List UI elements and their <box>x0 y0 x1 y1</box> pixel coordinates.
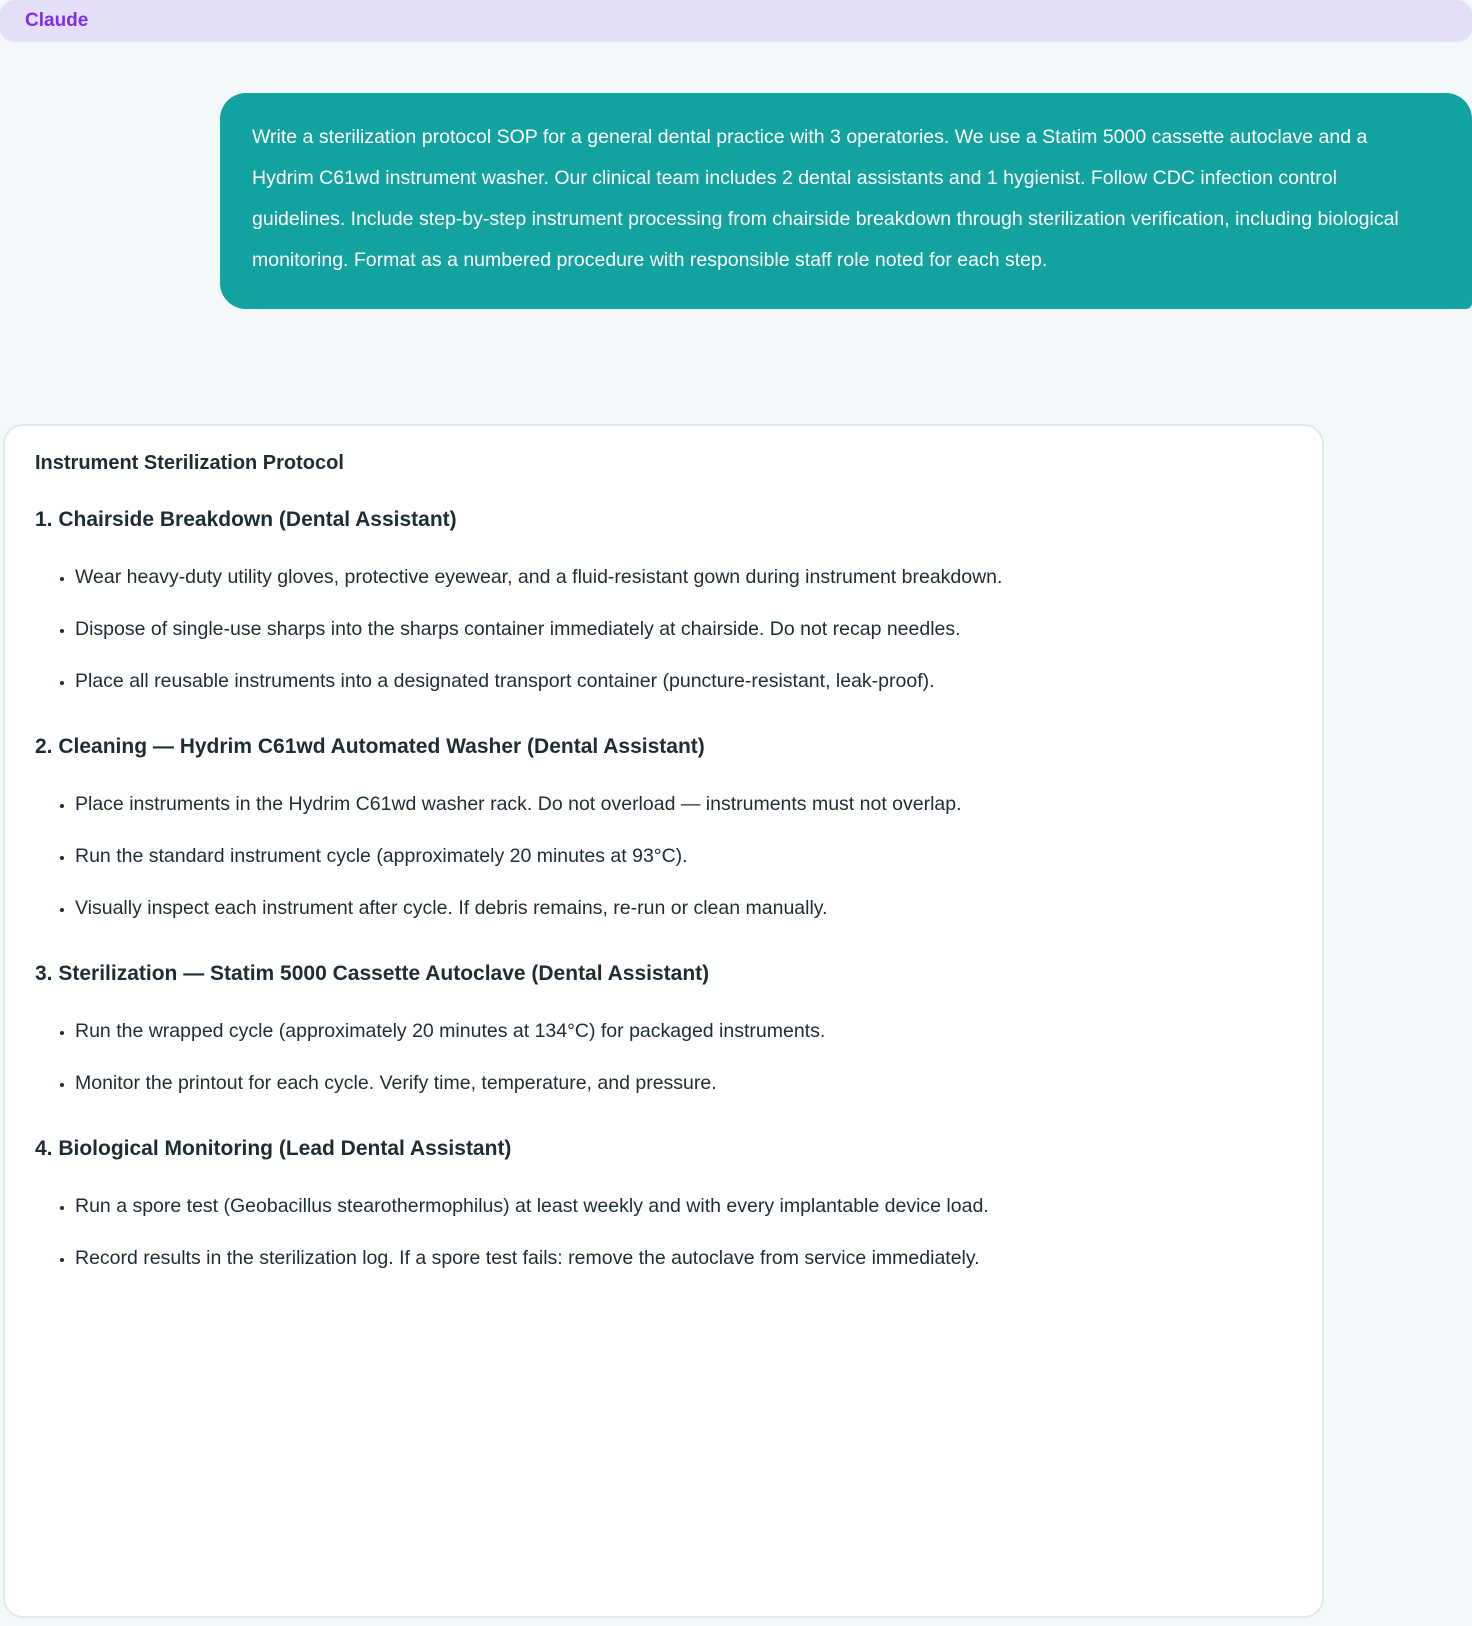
bullet-item: • Place all reusable instruments into a designated transport container (puncture-resistant, leak-proof). <box>75 661 1276 702</box>
response-title: Instrument Sterilization Protocol <box>35 452 344 474</box>
section-heading: 3. Sterilization — Statim 5000 Cassette Autoclave (Dental Assistant) <box>35 962 710 985</box>
bullet-item: • Visually inspect each instrument after cycle. If debris remains, re-run or clean manually. <box>75 888 1276 929</box>
section-heading: 1. Chairside Breakdown (Dental Assistant) <box>35 508 457 531</box>
user-message-text: Write a sterilization protocol SOP for a general dental practice with 3 operatories. We use a Statim 5000 cassette autoclave and a Hydrim C61wd instrument washer. Our clinical team includes 2 dental assistants and 1 hygienist. Follow CDC infection control guidelines. Include step-by-step instrument processing from chairside breakdown through sterilization verification, including biological monitoring. Format as a numbered procedure with responsible staff role noted for each step. <box>252 126 1399 271</box>
user-message-bubble <box>220 93 1472 309</box>
bullet-item: • Dispose of single-use sharps into the sharps container immediately at chairside. Do not recap needles. <box>75 609 1276 650</box>
protocol-section-4 <box>35 1137 1276 1279</box>
bullet-item: • Wear heavy-duty utility gloves, protective eyewear, and a fluid-resistant gown during instrument breakdown. <box>75 557 1276 598</box>
section-bullet-list <box>35 784 1276 929</box>
bullet-item: • Place instruments in the Hydrim C61wd washer rack. Do not overload — instruments must not overlap. <box>75 784 1276 825</box>
bullet-item: • Run the wrapped cycle (approximately 20 minutes at 134°C) for packaged instruments. <box>75 1011 1276 1052</box>
bullet-item: • Monitor the printout for each cycle. Verify time, temperature, and pressure. <box>75 1063 1276 1104</box>
protocol-section-2 <box>35 735 1276 929</box>
protocol-section-1 <box>35 508 1276 702</box>
section-heading: 2. Cleaning — Hydrim C61wd Automated Washer (Dental Assistant) <box>35 735 705 758</box>
section-heading: 4. Biological Monitoring (Lead Dental Assistant) <box>35 1137 512 1160</box>
section-bullet-list <box>35 1011 1276 1104</box>
bullet-item: • Run a spore test (Geobacillus stearothermophilus) at least weekly and with every implantable device load. <box>75 1186 1276 1227</box>
assistant-response-card <box>3 424 1324 1618</box>
section-bullet-list <box>35 1186 1276 1279</box>
section-bullet-list <box>35 557 1276 702</box>
app-title: Claude <box>25 10 89 31</box>
bullet-item: • Run the standard instrument cycle (approximately 20 minutes at 93°C). <box>75 836 1276 877</box>
bullet-item: • Record results in the sterilization log. If a spore test fails: remove the autoclave from service immediately. <box>75 1238 1276 1279</box>
protocol-section-3 <box>35 962 1276 1104</box>
app-header <box>0 0 1472 42</box>
